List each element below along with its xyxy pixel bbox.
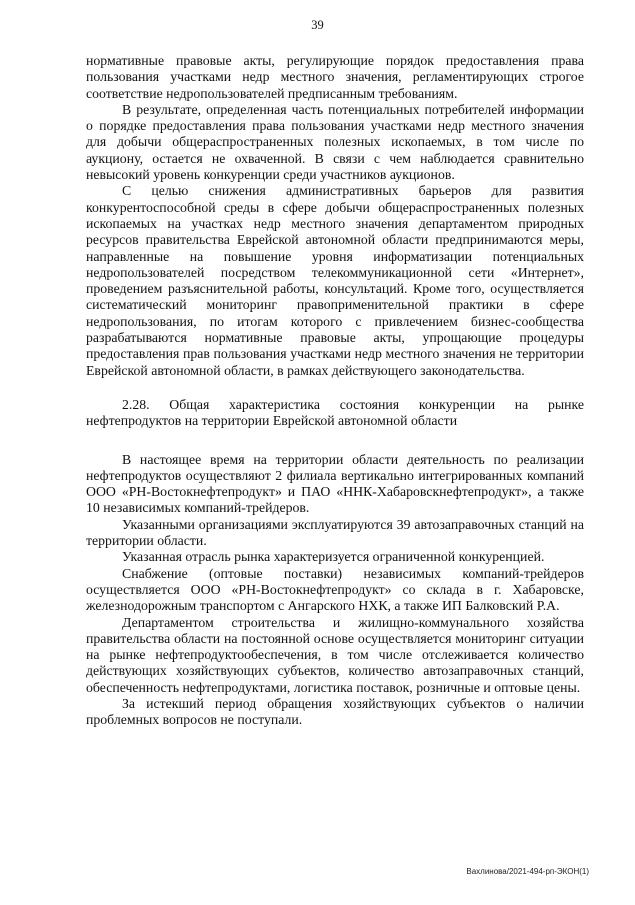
page-number: 39 bbox=[311, 18, 324, 32]
paragraph-gas-stations: Указанными организациями эксплуатируются 39 автозаправочных станций на территории области. bbox=[86, 516, 584, 549]
paragraph-auction-coverage: В результате, определенная часть потенциальных потребителей информации о порядке предоставления права пользования участками недр местного значения для добычи общераспространенных полезных ископаемых, в том числе по аукциону, остается не охваченной. В связи с чем наблюдается сравнительно невысокий уровень конкуренции среди участников аукционов. bbox=[86, 101, 584, 183]
paragraph-admin-barriers: С целью снижения административных барьеров для развития конкурентоспособной среды в сфере добычи общераспространенных полезных ископаемых на участках недр местного значения департаментом природных ресурсов правительства Еврейской автономной области предпринимаются меры, направленные на повышение уровня информатизации потенциальных недропользователей посредством телекоммуникационной сети «Интернет», проведением разъяснительной работы, консультаций. Кроме того, осуществляется систематический мониторинг правоприменительной практики в сфере недропользования, по итогам которого с привлечением бизнес-сообщества разрабатываются нормативные правовые акты, упрощающие процедуры предоставления прав пользования участками недр местного значения не территории Еврейской автономной области, в рамках действующего законодательства. bbox=[86, 183, 584, 378]
paragraph-no-complaints: За истекший период обращения хозяйствующих субъектов о наличии проблемных вопросов не поступали. bbox=[86, 695, 584, 728]
document-body bbox=[86, 53, 584, 729]
document-footer-code: Вахлинова/2021-494-рп-ЭКОН(1) bbox=[466, 867, 589, 876]
paragraph-supply: Снабжение (оптовые поставки) независимых компаний-трейдеров осуществляется ООО «РН-Востокнефтепродукт» со склада в г. Хабаровске, железнодорожным транспортом с Ангарского НХК, а также ИП Балковский Р.А. bbox=[86, 565, 584, 614]
paragraph-limited-competition: Указанная отрасль рынка характеризуется ограниченной конкуренцией. bbox=[122, 549, 545, 565]
paragraph-continuation: нормативные правовые акты, регулирующие порядок предоставления права пользования участками недр местного значения, регламентирующих строгое соответствие недропользователей предписанным требованиям. bbox=[86, 53, 584, 101]
section-heading: 2.28. Общая характеристика состояния конкуренции на рынке нефтепродуктов на территории Еврейской автономной области bbox=[86, 396, 584, 429]
paragraph-monitoring: Департаментом строительства и жилищно-коммунального хозяйства правительства области на постоянной основе осуществляется мониторинг ситуации на рынке нефтепродуктообеспечения, в том числе отслеживается количество действующих хозяйствующих субъектов, количество автозаправочных станций, обеспеченность нефтепродуктами, логистика поставок, розничные и оптовые цены. bbox=[86, 614, 584, 695]
paragraph-market-participants: В настоящее время на территории области деятельность по реализации нефтепродуктов осуществляют 2 филиала вертикально интегрированных компаний ООО «РН-Востокнефтепродукт» и ПАО «ННК-Хабаровскнефтепродукт», а также 10 независимых компаний-трейдеров. bbox=[86, 451, 584, 516]
